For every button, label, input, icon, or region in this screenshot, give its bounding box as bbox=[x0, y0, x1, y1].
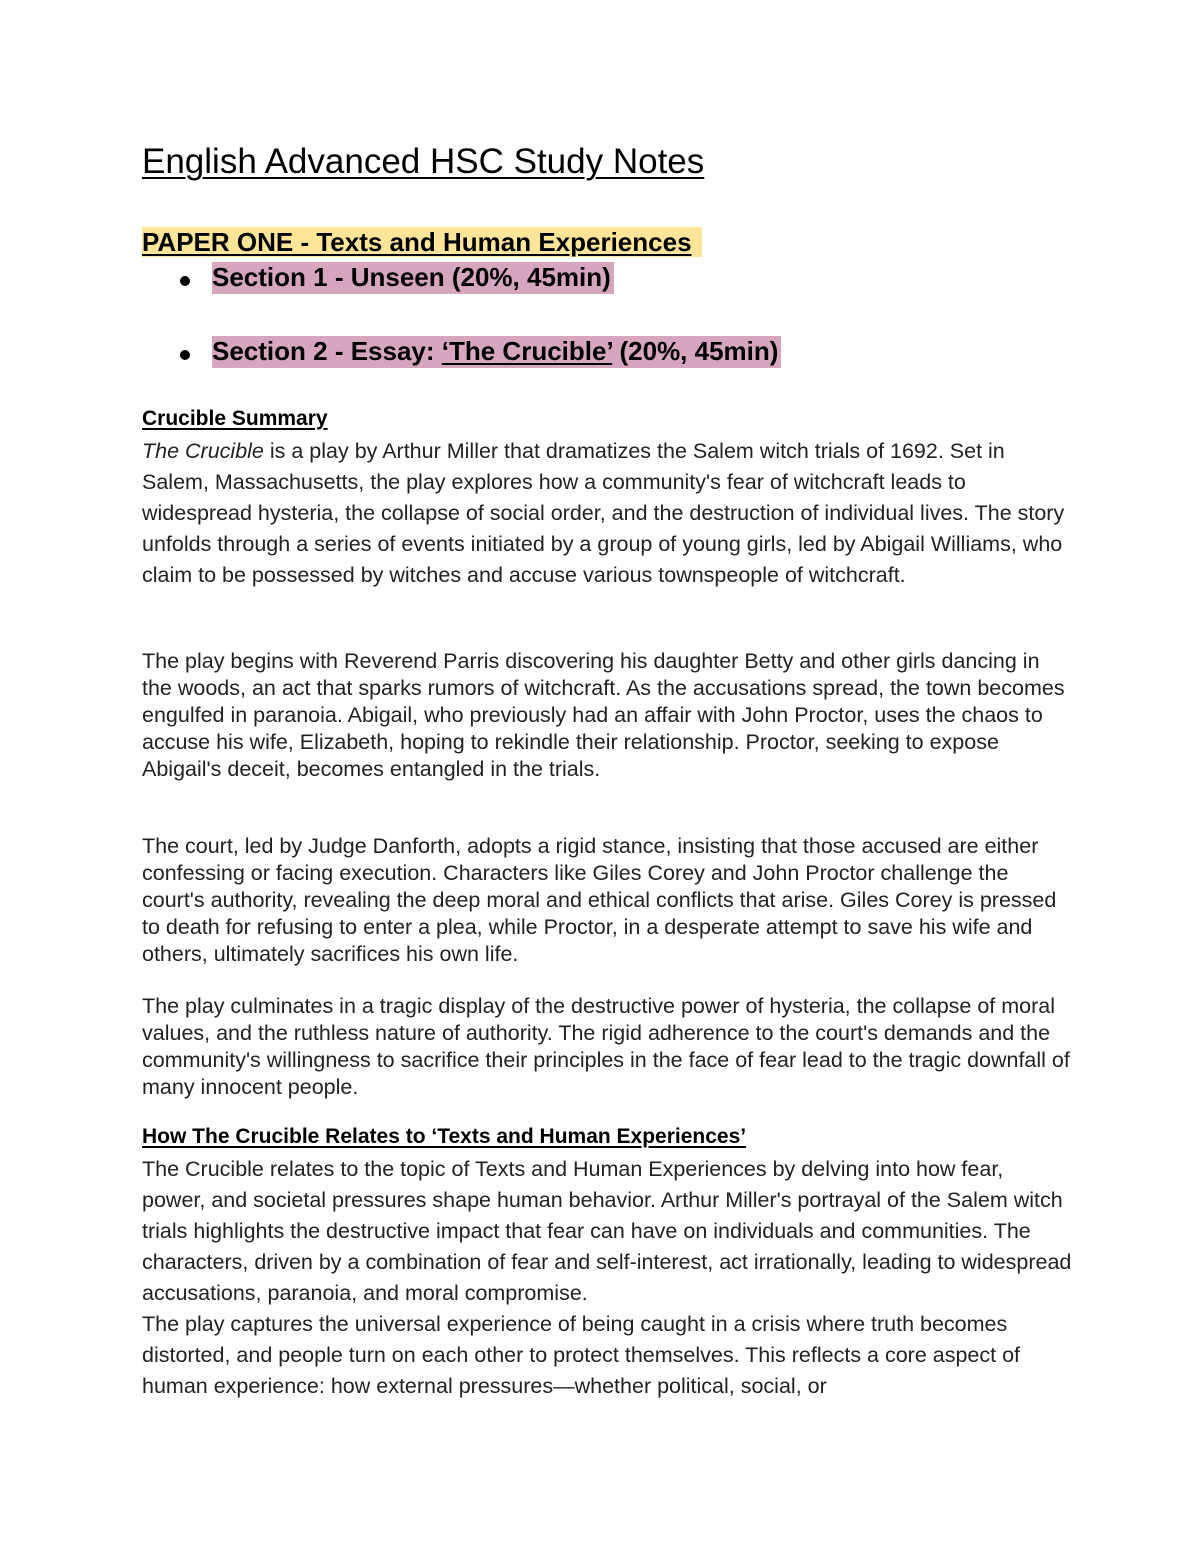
section-2-suffix: (20%, 45min) bbox=[612, 336, 779, 366]
bullet-icon bbox=[180, 350, 190, 360]
summary-paragraph-2: The play begins with Reverend Parris discovering his daughter Betty and other girls dancing in the woods, an act that sparks rumors of witchcraft. As the accusations spread, the town becomes engulfed in paranoia. Abigail, who previously had an affair with John Proctor, uses the chaos to accuse his wife, Elizabeth, hoping to rekindle their relationship. Proctor, seeking to expose Abigail's deceit, becomes entangled in the trials. bbox=[142, 649, 1065, 781]
paper-heading-text: PAPER ONE - Texts and Human Experiences bbox=[142, 227, 702, 257]
summary-paragraph-4: The play culminates in a tragic display of the destructive power of hysteria, the collapse of moral values, and the ruthless nature of authority. The rigid adherence to the court's demands and the community's willingness to sacrifice their principles in the face of fear lead to the tragic downfall of many innocent people. bbox=[142, 994, 1070, 1099]
document-title: English Advanced HSC Study Notes bbox=[142, 142, 705, 181]
list-item bbox=[142, 262, 781, 336]
section-1-label: Section 1 - Unseen (20%, 45min) bbox=[212, 262, 614, 294]
summary-intro-rest: is a play by Arthur Miller that dramatizes the Salem witch trials of 1692. Set in Salem, Massachusetts, the play explores how a community's fear of witchcraft leads to widespread hysteria, the collapse of social order, and the destruction of individual lives. The story unfolds through a series of events initiated by a group of young girls, led by Abigail Williams, who claim to be possessed by witches and accuse various townspeople of witchcraft. bbox=[142, 439, 1065, 587]
relation-paragraph-2: The play captures the universal experience of being caught in a crisis where truth becomes distorted, and people turn on each other to protect themselves. This reflects a core aspect of human experience: how external pressures—whether political, social, or bbox=[142, 1312, 1021, 1398]
list-item bbox=[142, 336, 781, 410]
summary-paragraph-3: The court, led by Judge Danforth, adopts a rigid stance, insisting that those accused are either confessing or facing execution. Characters like Giles Corey and John Proctor challenge the court's authority, revealing the deep moral and ethical conflicts that arise. Giles Corey is pressed to death for refusing to enter a plea, while Proctor, in a desperate attempt to save his wife and others, ultimately sacrifices his own life. bbox=[142, 834, 1057, 966]
section-2-prefix: Section 2 - Essay: bbox=[212, 336, 442, 366]
summary-paragraph-1 bbox=[142, 436, 1072, 591]
summary-heading: Crucible Summary bbox=[142, 407, 328, 430]
paper-heading bbox=[142, 227, 702, 258]
section-list bbox=[142, 262, 781, 410]
section-2-label bbox=[212, 336, 781, 368]
relation-heading: How The Crucible Relates to ‘Texts and Human Experiences’ bbox=[142, 1125, 747, 1148]
relation-paragraph-1: The Crucible relates to the topic of Texts and Human Experiences by delving into how fear, power, and societal pressures shape human behavior. Arthur Miller's portrayal of the Salem witch trials highlights the destructive impact that fear can have on individuals and communities. The characters, driven by a combination of fear and self-interest, act irrationally, leading to widespread accusations, paranoia, and moral compromise. bbox=[142, 1157, 1072, 1305]
summary-intro-italic: The Crucible bbox=[142, 439, 264, 463]
bullet-icon bbox=[180, 276, 190, 286]
section-2-text-title: ‘The Crucible’ bbox=[441, 336, 613, 366]
